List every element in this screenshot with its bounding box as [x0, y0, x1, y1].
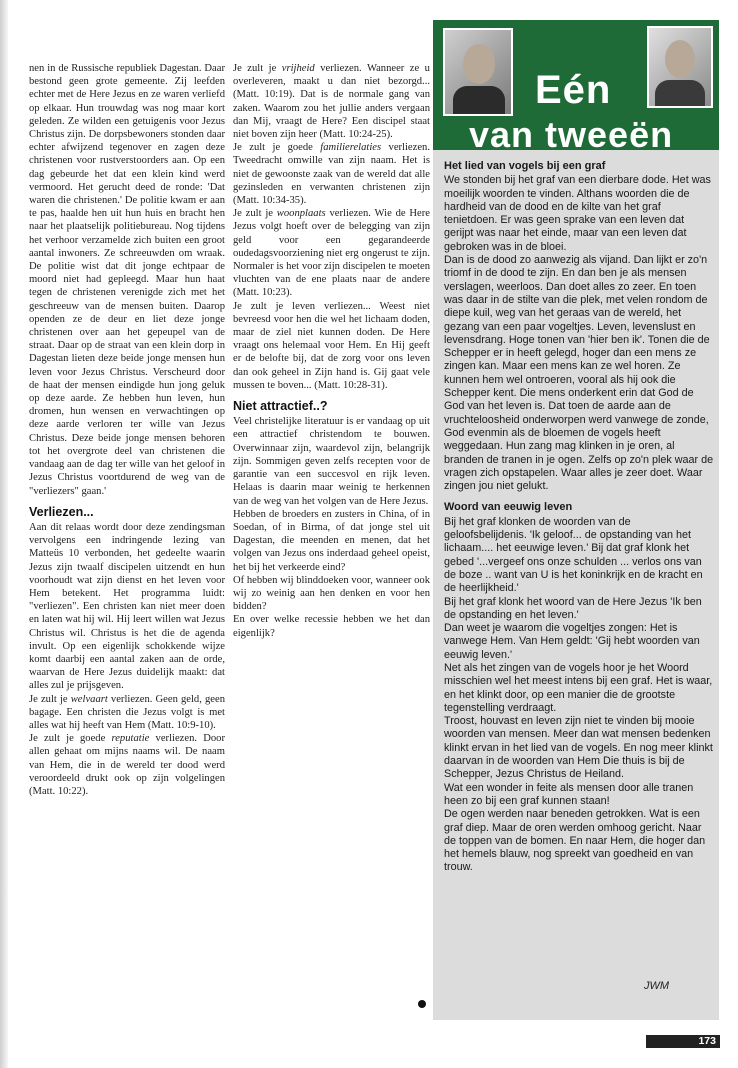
box-paragraph: Net als het zingen van de vogels hoor je het Woord misschien wel het meest intens bij een graf. Het is waar, en het klinkt door, op een manier die de grootste tegenstelling verdraagt.: [444, 661, 713, 714]
box-paragraph: Bij het graf klonken de woorden van de geloofsbelijdenis. 'Ik geloof... de opstanding van het lichaam.... het eeuwige leven.' Bij dat graf klonk het gebed '...vergeef ons onze schulden ... verlos ons van de boze .. want van U is het koninkrijk en de kracht en de heerlijkheid.': [444, 515, 703, 595]
paragraph: Je zult je vrijheid verliezen. Wanneer ze u overleveren, maakt u dan niet bezorgd... (Matt. 10:19). Dat is de normale gang van zaken. Waarom zou het jullie anders vergaan dan Mij, vraagt de Here? Een discipel staat niet boven zijn heer (Matt. 10:24-25).: [233, 63, 430, 141]
paragraph: En over welke recessie hebben we het dan eigenlijk?: [233, 614, 430, 639]
box-title-line-2: van tweeën: [469, 114, 674, 150]
box-paragraph: Troost, houvast en leven zijn niet te vinden bij mooie woorden van mensen. Meer dan wat mensen bedenken klinkt ervan in het lied van de vogels. En nog meer klinkt daarvan in de woorden van Hem Die thuis is bij de Schepper, Jezus Christus de Heiland.: [444, 715, 713, 781]
paragraph: Je zult je welvaart verliezen. Geen geld, geen bagage. Een christen die Jezus volgt is met alles wat hij heeft van Hem (Matt. 10:9-10).: [29, 693, 226, 731]
end-bullet: [418, 1000, 426, 1008]
section-heading-verliezen: Verliezen...: [29, 504, 94, 519]
article-column-2: [233, 62, 430, 640]
box-title-line-1: Eén: [535, 68, 612, 112]
box-paragraph: Dan weet je waarom die vogeltjes zongen: Het is vanwege Hem. Van Hem geldt: 'Gij hebt woorden van eeuwig leven.': [444, 622, 700, 661]
box-heading-2: Woord van eeuwig leven: [444, 501, 573, 514]
box-heading-1: Het lied van vogels bij een graf: [444, 160, 606, 172]
box-paragraph: Dan is de dood zo aanwezig als vijand. Dan lijkt er zo'n triomf in de dood te zijn. En dan ben je als mensen verslagen, weerloos. Dan doet alles zo zeer. En toen was daar in de stilte van die plek, met velen rondom de diepe kuil, weg van het geraas van de wereld, het gezang van een paar vogeltjes. Leven, levenslust en levensdrang. Hoge tonen van 'hier ben ik'. Tonen die de Schepper er in heeft gelegd, hoger dan een mens ze zingen kan. Maar een mens kan ze wel horen. Ze kunnen hem wel ontroeren, vooral als hij ook die Schepper kent. Die mens onderkent erin dat God de God van het leven is. Dat toen de aarde aan de vruchteloosheid onderworpen werd vanwege de zonde, God evenmin als de bloemen de vogels heeft weggedaan. Hun zang mag klinken in je oren, al branden de tranen in je ogen. Zelfs op zo'n plek waar de vragen zich opstapelen. Waar alles je zeer doet. Waar zingen jou niet gelukt.: [444, 254, 714, 493]
author-signature: JWM: [644, 980, 670, 992]
paragraph: nen in de Russische republiek Dagestan. Daar bestond geen grote gemeente. Zij leefden echter met de Here Jezus en ze waren verliefd op elkaar. Hun trouwdag was nog maar kort geleden. Ze wilden een getuigenis voor Jezus Christus zijn. De dorpsbewoners stonden daar echter afwijzend tegenover en zagen deze christenen voor rustverstoorders aan. Op een dag gebeurde het dat een klein kind werd vermoord. Het gerucht deed de ronde: 'Dat waren die christenen.' De politie kwam er aan te pas, haalde hen uit hun huis en bracht hen naar het plaatselijk politiebureau. Nog tijdens het verhoor verzamelde zich buiten een groot aantal inwoners. Ze schreeuwden om wraak. De politie wist dat dit jonge echtpaar de moord niet had gepleegd. Maar hun haat tegen de christenen verenigde zich met het geschreeuw van de mensen buiten. Daarop openden ze de deur en liet deze jonge christenen over aan het gepeupel van de straat. Daar op de straat van een klein dorp in Dagestan lieten deze beide jonge mensen hun leven voor Jezus Christus. Verscheurd door de haat der mensen eindigde hun jong geluk op deze aarde. Ze hebben hun leven, hun dromen, hun wensen en verwachtingen op deze aarde verloren ter wille van Jezus Christus. Deze beide jonge mensen behoren tot het overgrote deel van christenen die vandaag aan de dag ter wille van het geloof in Jezus Christus voortdurend de weg van de "verliezers" gaan.': [29, 63, 225, 497]
box-paragraph: Bij het graf klonk het woord van de Here Jezus 'Ik ben de opstanding en het leven.': [444, 595, 702, 621]
author-photo-left: [443, 28, 513, 116]
column-box-header: [433, 20, 719, 150]
binding-gutter: [0, 0, 8, 1068]
paragraph: Je zult je leven verliezen... Weest niet bevreesd voor hen die wel het lichaam doden, maar de ziel niet kunnen doden. De Here vraagt ons helemaal voor Hem. En Hij geeft er de belofte bij, dat de zorg voor ons leven dan ook geheel in Zijn hand is. Gij gaat vele mussen te boven... (Matt. 10:28-31).: [233, 300, 430, 391]
paragraph: Je zult je goede familierelaties verliezen. Tweedracht omwille van zijn naam. Het is niet de gewoonste zaak van de wereld dat alle gezinsleden en verwanten christenen zijn (Matt. 10:34-35).: [233, 142, 430, 207]
column-box-body: [444, 160, 714, 875]
box-paragraph: Wat een wonder in feite als mensen door alle tranen heen zo bij een graf kunnen staan!: [444, 781, 694, 807]
paragraph: Je zult je goede reputatie verliezen. Door allen gehaat om mijns naams wil. De naam van Hem, die in de wereld ter dood werd veroordeeld drukt ook op zijn volgelingen (Matt. 10:22).: [29, 733, 225, 797]
paragraph: Je zult je woonplaats verliezen. Wie de Here Jezus volgt hoeft over de belegging van zijn geld voor een gegarandeerde oudedagsvoorziening niet erg ongerust te zijn. Normaler is het voor zijn discipelen te moeten vluchten van de ene plaats naar de andere (Matt. 10:23).: [233, 208, 430, 299]
box-paragraph: We stonden bij het graf van een dierbare dode. Het was moeilijk woorden te vinden. Althans woorden die de hardheid van de dood en de kilte van het graf tenietdoen. Er was geen sprake van een leven dat gerijpt was naar het einde, maar van een leven dat gebroken was in de bloei.: [444, 174, 711, 253]
paragraph: Hebben de broeders en zusters in China, of in Soedan, of in Birma, of dat jonge stel uit Dagestan, die meenden en menen, dat het volgen van Jezus ons inderdaad geheel opeist, het bij het verkeerde eind?: [233, 508, 430, 573]
paragraph: Veel christelijke literatuur is er vandaag op uit een attractief christendom te bouwen. Overwinnaar zijn, waardevol zijn, belangrijk zijn. Sommigen geven zelfs recepten voor de garantie van een succesvol en rijk leven. Helaas is daarin maar weinig te herkennen van de weg van het volgen van de Here Jezus.: [233, 416, 430, 507]
paragraph: Aan dit relaas wordt door deze zendingsman vervolgens een indringende lezing van Matteüs 10 verbonden, het gedeelte waarin Jezus zijn twaalf discipelen uitzendt en hun voorhoudt wat zijn dienst en het leven voor Hem betekent. Het programma luidt: "verliezen". Een christen kan niet meer doen en laten wat hij wil. Hij leert willen wat Jezus Christus wil. Christus is het die de agenda invult. Op een eigenlijk schokkende wijze komt daarbij een aantal zaken aan de orde, waarvan de Here Jezus duidelijk maakt: dat alles zul je prijsgeven.: [29, 521, 225, 692]
page-number: 173: [698, 1035, 716, 1047]
article-column-1: [29, 62, 225, 798]
author-photo-right: [647, 26, 713, 108]
section-heading-niet-attractief: Niet attractief..?: [233, 399, 328, 414]
box-paragraph: De ogen werden naar beneden getrokken. Wat is een graf diep. Maar de oren werden omhoog gericht. Naar de toppen van de bomen. En naar Hem, die hoger dan het hemels blauw, nog spreekt van goedheid en van trouw.: [444, 808, 706, 874]
paragraph: Of hebben wij blinddoeken voor, wanneer ook wij zo weinig aan hen denken en voor hen bidden?: [233, 574, 430, 613]
